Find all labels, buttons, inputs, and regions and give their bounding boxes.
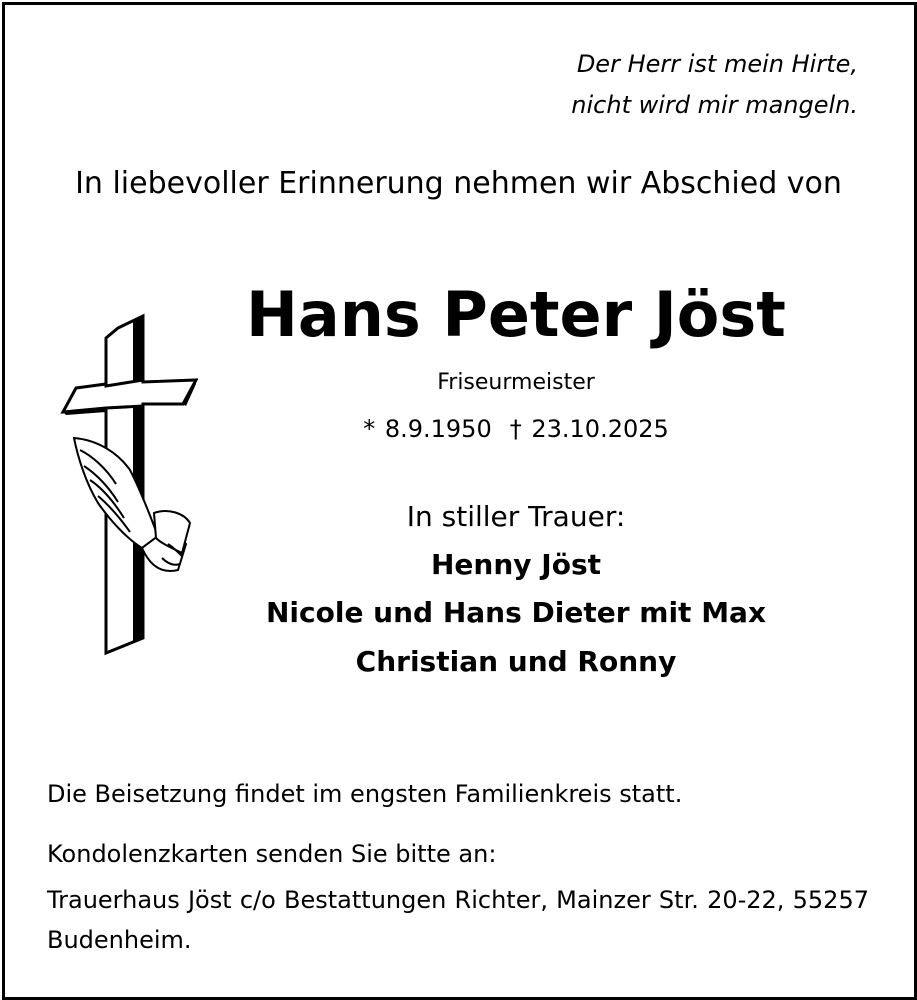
intro-text: In liebevoller Erinnerung nehmen wir Abschied von — [75, 166, 842, 201]
mourners-heading: In stiller Trauer: — [406, 500, 626, 533]
mourner-name: Nicole und Hans Dieter mit Max — [265, 596, 767, 629]
life-dates — [160, 415, 872, 443]
mourner-name: Christian und Ronny — [355, 645, 677, 678]
psalm-line-2: nicht wird mir mangeln. — [571, 91, 858, 119]
death-date: † 23.10.2025 — [509, 415, 669, 443]
condolence-note: Kondolenzkarten senden Sie bitte an: — [47, 840, 497, 868]
condolence-address: Trauerhaus Jöst c/o Bestattungen Richter, Mainzer Str. 20-22, 55257 Budenheim. — [47, 886, 869, 954]
mourner-name: Henny Jöst — [431, 548, 601, 581]
psalm-quote — [571, 44, 858, 126]
psalm-line-1: Der Herr ist mein Hirte, — [576, 50, 858, 78]
deceased-profession: Friseurmeister — [437, 370, 595, 395]
burial-note: Die Beisetzung findet im engsten Familienkreis statt. — [47, 780, 683, 808]
birth-date: * 8.9.1950 — [363, 415, 492, 443]
deceased-name: Hans Peter Jöst — [246, 278, 786, 351]
